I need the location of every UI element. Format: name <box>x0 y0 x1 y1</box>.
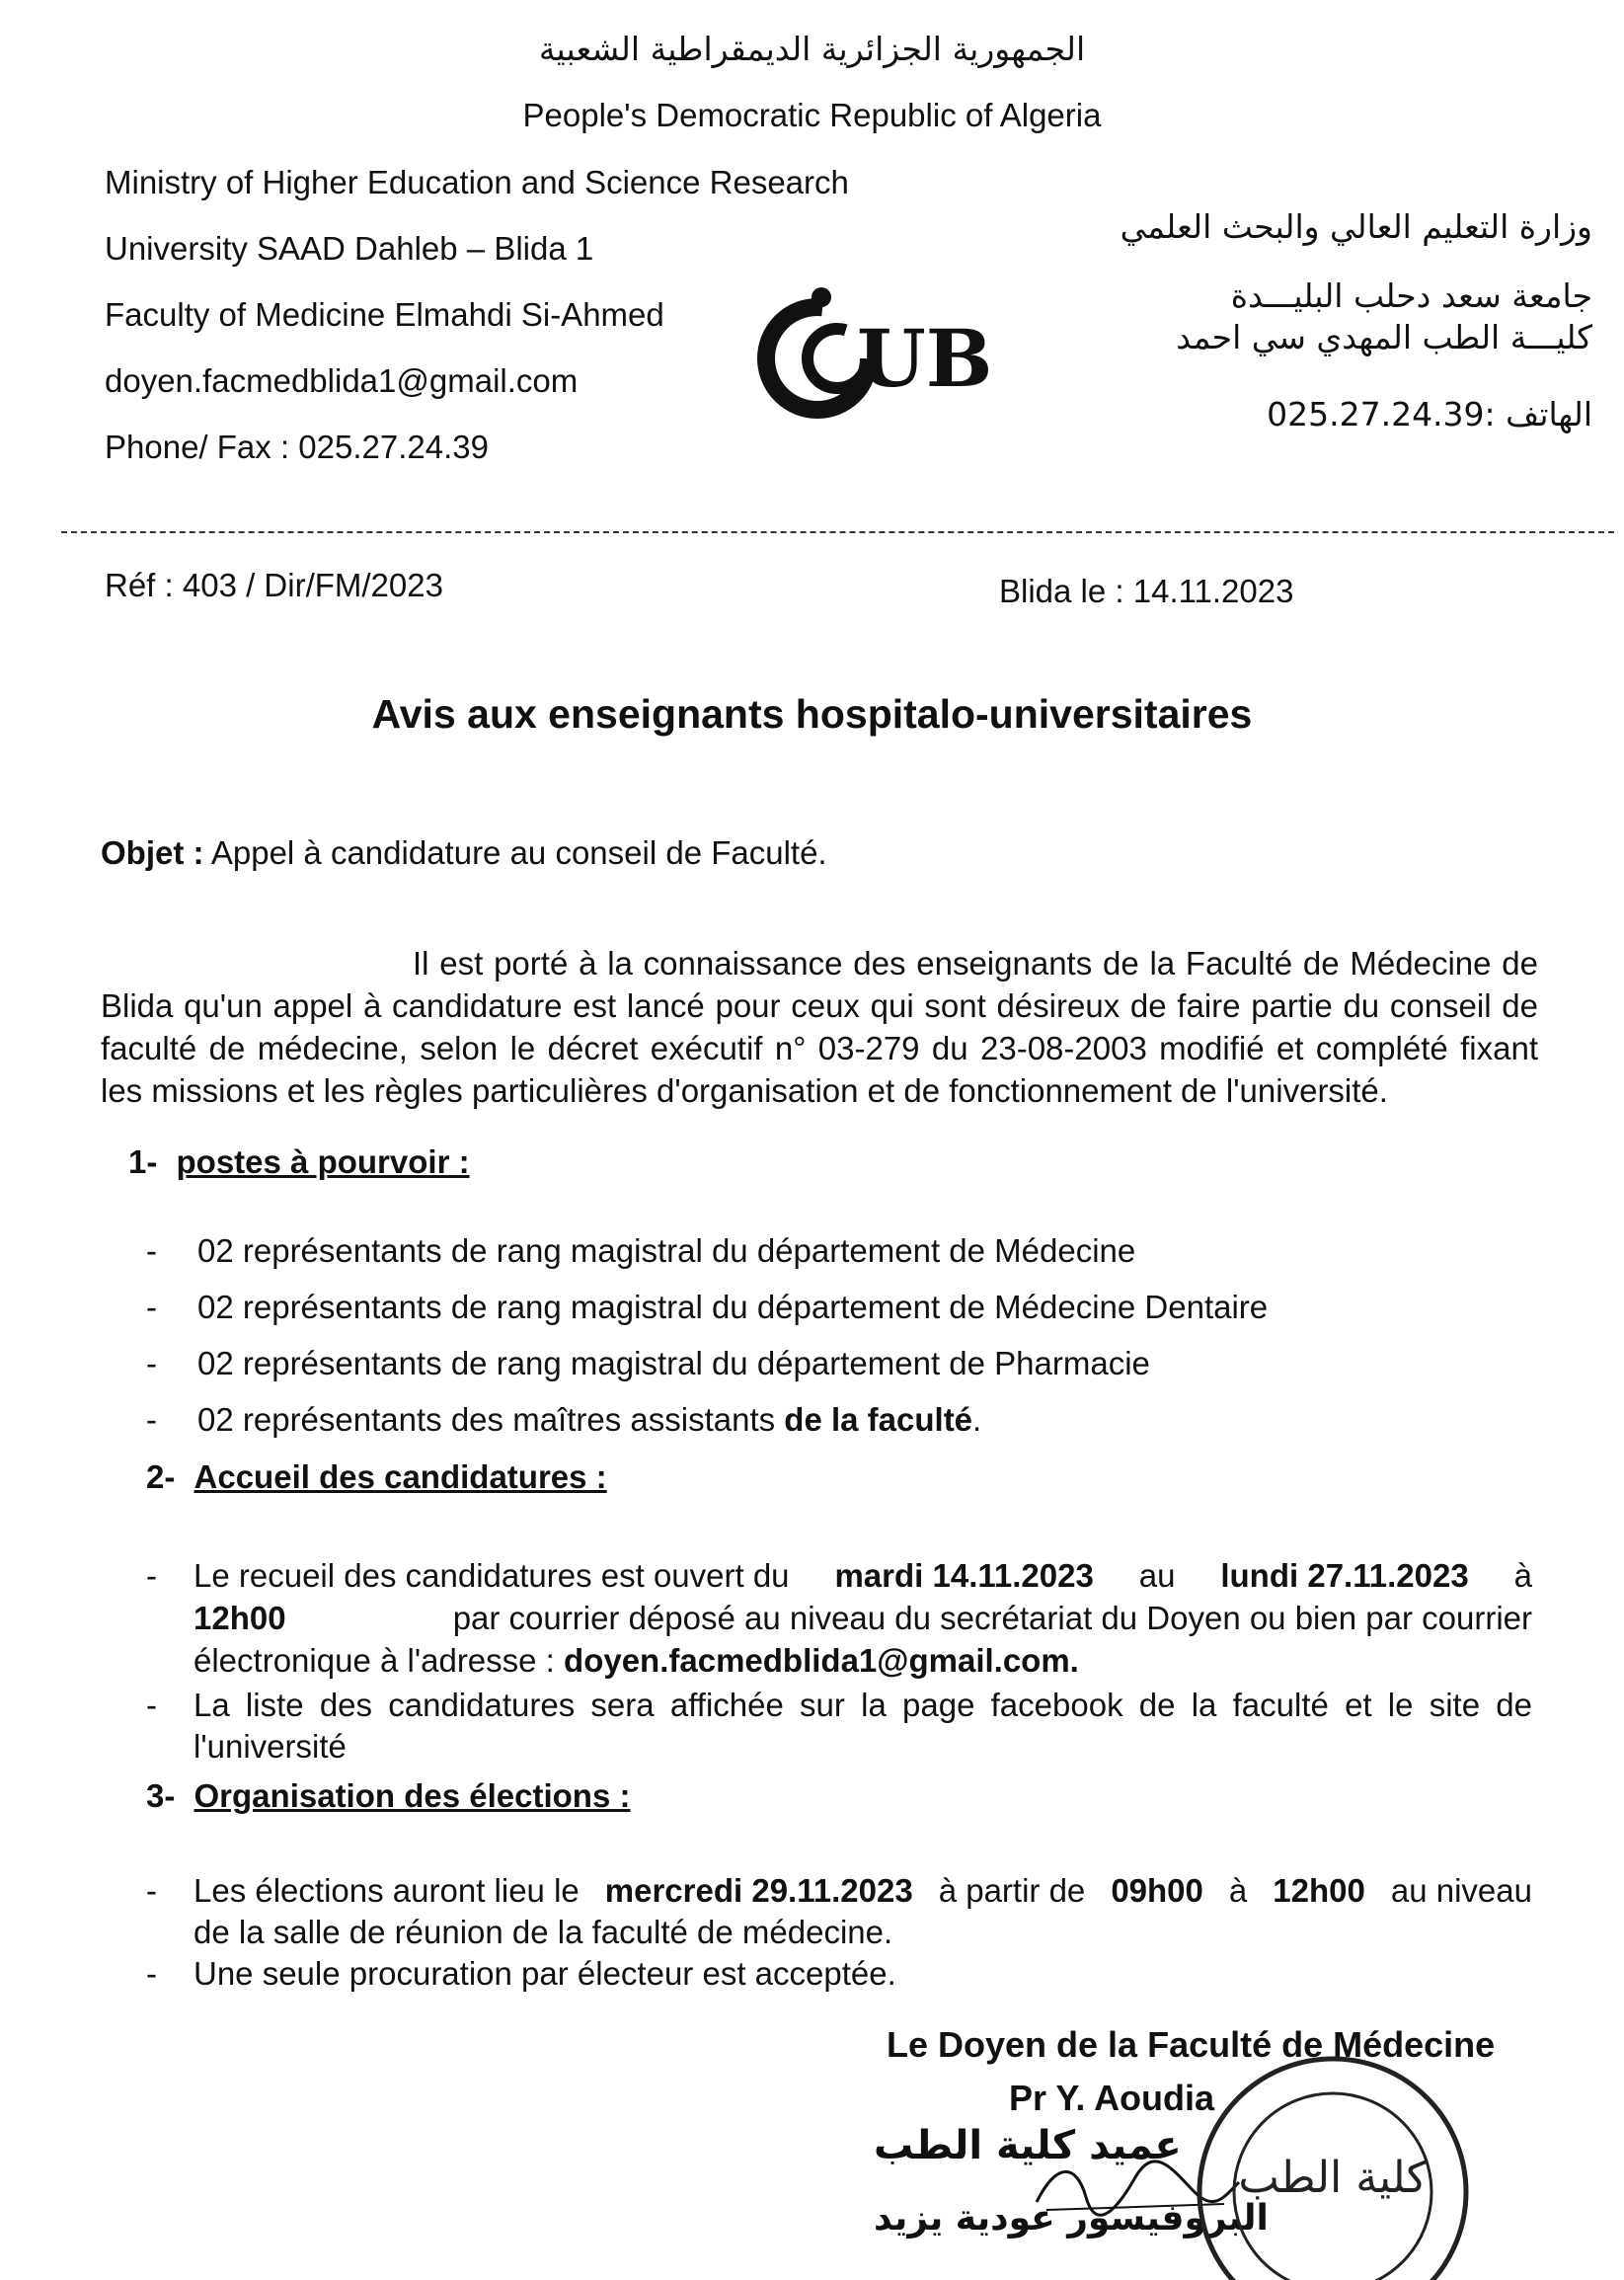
signature-name: Pr Y. Aoudia <box>1009 2078 1215 2118</box>
email-label: doyen.facmedblida1@gmail.com <box>105 362 579 399</box>
reception-start-date: mardi 14.11.2023 <box>834 1557 1094 1594</box>
object-text: Appel à candidature au conseil de Faculté. <box>210 834 827 871</box>
arabic-republic-heading: الجمهورية الجزائرية الديمقراطية الشعبية <box>538 30 1086 68</box>
reception-end-date: lundi 27.11.2023 <box>1220 1557 1469 1594</box>
stamp-text: كلية الطب <box>1238 2153 1428 2203</box>
list-item-bold: de la faculté <box>784 1401 973 1438</box>
election-text: au niveau <box>1390 1872 1532 1909</box>
intro-line-4: les missions et les règles particulières d'organisation et de fonctionnement de l'université. <box>101 1072 1388 1109</box>
faculty-label: Faculty of Medicine Elmahdi Si-Ahmed <box>105 296 664 333</box>
section-2-heading <box>146 1458 607 1496</box>
intro-line-2: Blida qu'un appel à candidature est lancé pour ceux qui sont désireux de faire partie du conseil de <box>101 987 1538 1024</box>
arabic-phone-label: الهاتف :025.27.24.39 <box>1267 395 1592 433</box>
arabic-ministry-label: وزارة التعليم العالي والبحث العلمي <box>1120 207 1592 246</box>
list-item: 02 représentants de rang magistral du département de Médecine <box>197 1232 1136 1269</box>
candidates-list-line-2: l'université <box>193 1728 347 1765</box>
list-item: 02 représentants de rang magistral du département de Pharmacie <box>197 1345 1150 1381</box>
object-line <box>101 834 827 872</box>
bullet-dash: - <box>146 1232 157 1269</box>
republic-heading: People's Democratic Republic of Algeria <box>522 97 1102 133</box>
header-separator <box>61 531 1614 533</box>
reception-end-time: 12h00 <box>193 1600 286 1636</box>
ministry-label: Ministry of Higher Education and Science Research <box>105 164 849 200</box>
signature-arabic-name: البروفيسور عودية يزيد <box>874 2198 1269 2239</box>
document-title: Avis aux enseignants hospitalo-universitaires <box>371 691 1253 737</box>
reception-line-3 <box>193 1642 1079 1680</box>
intro-line-1: Il est porté à la connaissance des enseignants de la Faculté de Médecine de <box>413 945 1538 982</box>
reception-text: électronique à l'adresse : <box>193 1642 555 1679</box>
election-end-time: 12h00 <box>1273 1872 1365 1909</box>
election-date: mercredi 29.11.2023 <box>604 1872 913 1909</box>
bullet-dash: - <box>146 1687 157 1723</box>
bullet-dash: - <box>146 1557 157 1594</box>
reception-line-1 <box>193 1557 1532 1595</box>
logo-text: UB <box>857 312 993 405</box>
arabic-faculty-label: كليـــة الطب المهدي سي احمد <box>1176 318 1592 356</box>
bullet-dash: - <box>146 1955 157 1992</box>
reception-text: à <box>1513 1557 1532 1594</box>
reception-text: au <box>1138 1557 1176 1594</box>
logo-emblem-icon <box>760 279 993 428</box>
signature-arabic-title: عميد كلية الطب <box>874 2123 1182 2168</box>
election-line-1 <box>193 1872 1532 1910</box>
university-label: University SAAD Dahleb – Blida 1 <box>105 230 594 267</box>
document-date: Blida le : 14.11.2023 <box>999 573 1294 609</box>
signature-title: Le Doyen de la Faculté de Médecine <box>887 2024 1496 2065</box>
proxy-rule: Une seule procuration par électeur est acceptée. <box>193 1955 896 1992</box>
election-line-2: de la salle de réunion de la faculté de médecine. <box>193 1914 893 1950</box>
reception-line-2 <box>193 1600 1532 1637</box>
section-2-title: Accueil des candidatures : <box>193 1458 607 1495</box>
bullet-dash: - <box>146 1401 157 1438</box>
section-2-number: 2- <box>146 1458 176 1495</box>
bullet-dash: - <box>146 1289 157 1325</box>
election-text: à <box>1228 1872 1248 1909</box>
election-text: à partir de <box>938 1872 1086 1909</box>
reception-email: doyen.facmedblida1@gmail.com. <box>564 1642 1079 1679</box>
reception-text: par courrier déposé au niveau du secrétariat du Doyen ou bien par courrier <box>452 1600 1532 1636</box>
object-label: Objet : <box>101 834 204 871</box>
election-text: Les élections auront lieu le <box>193 1872 580 1909</box>
section-3-title: Organisation des élections : <box>193 1777 631 1814</box>
list-item: 02 représentants de rang magistral du département de Médecine Dentaire <box>197 1289 1269 1325</box>
section-1-number: 1- <box>128 1143 158 1180</box>
section-1-heading <box>128 1143 470 1181</box>
university-logo <box>760 279 993 428</box>
phone-label: Phone/ Fax : 025.27.24.39 <box>105 429 489 465</box>
candidates-list-line-1: La liste des candidatures sera affichée sur la page facebook de la faculté et le site de <box>193 1687 1532 1723</box>
reception-text: Le recueil des candidatures est ouvert du <box>193 1557 790 1594</box>
list-item <box>197 1401 981 1439</box>
list-item-end: . <box>972 1401 982 1438</box>
stamp-seal-icon <box>1185 2044 1481 2275</box>
reference-number: Réf : 403 / Dir/FM/2023 <box>105 567 443 603</box>
section-1-title: postes à pourvoir : <box>176 1143 470 1180</box>
section-3-number: 3- <box>146 1777 176 1814</box>
arabic-university-label: جامعة سعد دحلب البليـــدة <box>1230 276 1592 315</box>
official-stamp <box>1185 2044 1481 2275</box>
election-start-time: 09h00 <box>1111 1872 1203 1909</box>
bullet-dash: - <box>146 1345 157 1381</box>
section-3-heading <box>146 1777 630 1815</box>
bullet-dash: - <box>146 1872 157 1909</box>
intro-line-3: faculté de médecine, selon le décret exécutif n° 03-279 du 23-08-2003 modifié et complété fixant <box>101 1030 1538 1066</box>
list-item-text: 02 représentants des maîtres assistants <box>197 1401 776 1438</box>
